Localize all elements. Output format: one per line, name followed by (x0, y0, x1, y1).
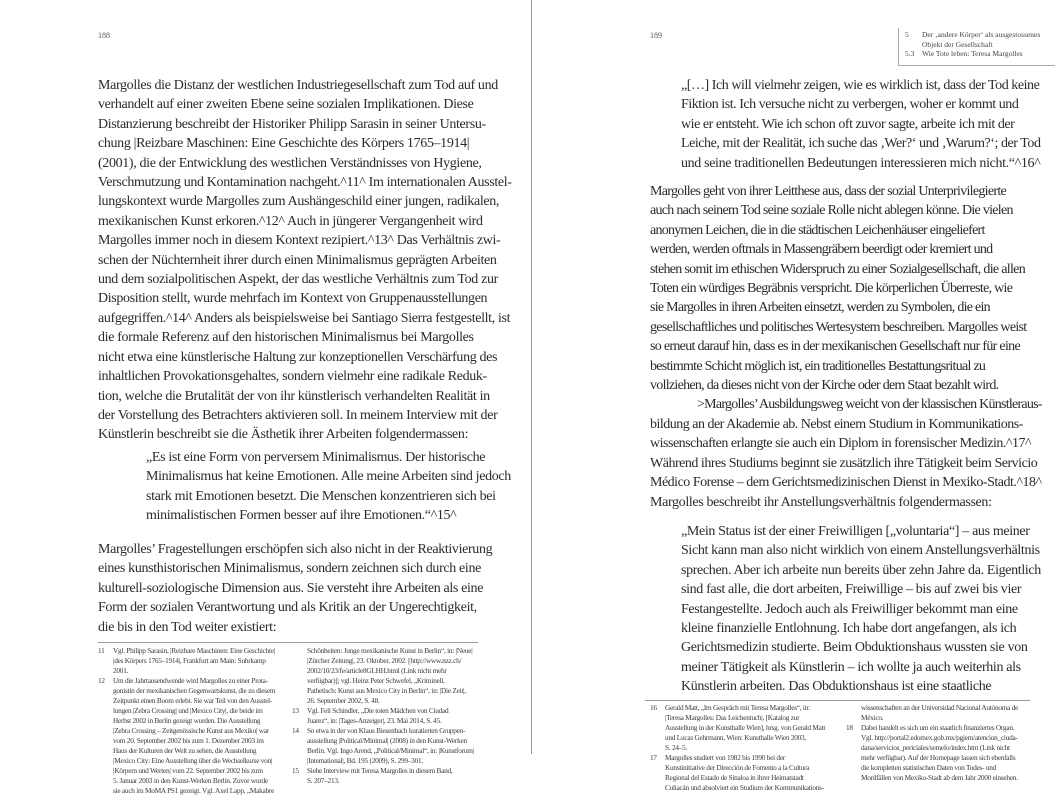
text-line: Mordfällen von Mexiko-Stadt ab dem Jahr 2000 einsehen. (861, 773, 1018, 782)
block-quote-left (146, 448, 511, 526)
footnote-text (307, 726, 492, 766)
footnote (650, 703, 840, 753)
running-head (898, 28, 1055, 66)
text-line: mehr verfügbar). Auf der Homepage lassen sich ebenfalls (861, 753, 1016, 762)
footnote-text (307, 766, 492, 786)
text-line: Médico Forense – dem Gerichtsmedizinischen Dienst in Mexiko-Stadt.^18^ (650, 475, 1042, 491)
text-line: |des Körpers 1765–1914|, Frankfurt am Main: Suhrkamp (113, 656, 266, 665)
footnote-text (665, 753, 840, 793)
text-line: Um die Jahrtausendwende wird Margolles zu einer Prota- (113, 676, 268, 685)
text-line: Festangestellte. Jedoch auch als Freiwilliger bekommt man eine (681, 601, 1018, 617)
text-line: Vgl. Feli Schindler, „Die toten Mädchen von Ciudad (307, 706, 449, 715)
text-line: der Vorstellung des Betrachters aktivieren soll. In meinem Interview mit der (98, 407, 498, 423)
text-line: Schönheiten: Junge mexikanische Kunst in Berlin“, in: |Neue| (307, 646, 473, 655)
text-line: Regional del Estado de Sinaloa in ihrer Heimatstadt (665, 773, 804, 782)
text-line: Toten ein würdiges Begräbnis verspricht. Die körperlichen Überreste, wie (650, 281, 1013, 297)
text-line: stehen somit im ethischen Widerspruch zu einer Sozialgesellschaft, die allen (650, 261, 1026, 277)
page-number-right: 189 (650, 31, 662, 40)
footnote (292, 766, 492, 786)
text-line: tion, welche die Brutalität der von ihr künstlerisch verhandelten Realität in (98, 388, 490, 404)
text-line: anonymen Leichen, die in die städtischen Leichenhäuser eingeliefert (650, 222, 985, 238)
text-line: Juarez“, in: |Tages-Anzeiger|, 23. Mai 2014, S. 45. (307, 716, 442, 725)
text-line: sprechen. Aber ich arbeite nun bereits über zehn Jahre da. Eigentlich (681, 562, 1041, 578)
text-line: S. 24–5. (665, 743, 688, 752)
text-line: México. (861, 713, 884, 722)
text-line: wissenschaften an der Universidad Nacional Autónoma de (861, 703, 1019, 712)
section-number: 5.3 (905, 49, 915, 58)
chapter-title: Der ‚andere Körper‘ als ausgestossenes (922, 30, 1041, 39)
text-line: minimalistischen Formen besser auf ihre Emotionen.“^15^ (146, 508, 457, 524)
footnote-number: 12 (98, 676, 105, 685)
footnote (846, 723, 1051, 783)
section-title: Wie Tote leben: Teresa Margolles (922, 49, 1023, 58)
page-number-left: 188 (98, 31, 110, 40)
text-line: auch nach seinem Tod seine soziale Rolle nicht ablegen könne. Die vielen (650, 203, 1013, 219)
footnote-number: 13 (292, 706, 299, 715)
text-line: Zeitpunkt einen Boom erlebt. Sie war Teil von den Ausstel- (113, 696, 273, 705)
text-line: gonistin der mexikanischen Gegenwartskunst, die zu diesem (113, 686, 276, 695)
body-text-right (650, 182, 1042, 512)
text-line: |International|, Bd. 195 (2009), S. 299–301. (307, 756, 423, 765)
text-line: Verschmutzung und Kontamination nachgeht.^11^ Im internationalen Ausstel- (98, 175, 512, 191)
footnote-number: 17 (650, 753, 657, 762)
footnote (650, 753, 840, 793)
text-line: |Zebra Crossing – Zeitgenössische Kunst aus Mexiko| war (113, 726, 269, 735)
text-line: schen der Nüchternheit ihrer durch einen Minimalismus geprägten Arbeiten (98, 252, 497, 268)
text-line: Margolles studiert von 1982 bis 1990 bei der (665, 753, 785, 762)
text-line: (2001), die der Entwicklung des westlichen Verständnisses von Hygiene, (98, 155, 482, 171)
footnote-number: 11 (98, 646, 105, 655)
footnotes-right-col1 (650, 703, 840, 793)
text-line: 2002/10/23/fe/article8GLHH.html (Link nicht mehr (307, 666, 447, 675)
footnote (98, 646, 286, 676)
text-line: die bis in den Tod weiter existiert: (98, 619, 277, 635)
footnote-text (861, 723, 1051, 783)
footnotes-left-col1 (98, 646, 286, 796)
text-line: lungen |Zebra Crossing| und |Mexico City|, die beide im (113, 706, 263, 715)
text-line: „[…] Ich will vielmehr zeigen, wie es wirklich ist, dass der Tod keine (681, 78, 1040, 93)
running-head-row (905, 49, 1055, 59)
text-line: Herbst 2002 in Berlin gezeigt wurden. Die Ausstellung (113, 716, 261, 725)
block-quote-right-1 (681, 76, 1041, 173)
text-line: vollziehen, da dieses nicht von der Kirche oder dem Staat bezahlt wird. (650, 378, 999, 394)
text-line: wie er entsteht. Wie ich schon oft zuvor sagte, arbeite ich mit der (681, 116, 1015, 132)
block-quote-right-2 (681, 522, 1041, 697)
text-line: 26. September 2002, S. 48. (307, 696, 380, 705)
footnotes-right-col2 (846, 703, 1051, 783)
text-line: „Mein Status ist der einer Freiwilligen [„voluntaria“] – aus meiner (681, 524, 1030, 539)
text-line: aufgegriffen.^14^ Anders als beispielsweise bei Santiago Sierra festgestellt, ist (98, 310, 511, 326)
chapter-number-blank (905, 40, 922, 50)
text-line: eines kunsthistorischen Minimalismus, sondern zeichnen sich durch eine (98, 561, 481, 577)
text-line: Minimalismus hat keine Emotionen. Alle meine Arbeiten sind jedoch (146, 469, 511, 485)
text-line: chung |Reizbare Maschinen: Eine Geschichte des Körpers 1765–1914| (98, 136, 470, 152)
text-line: sind fast alle, die dort arbeiten, Freiwillige – bis auf zwei bis vier (681, 582, 1022, 598)
footnote-number: 16 (650, 703, 657, 712)
text-line: |Mexico City: Eine Ausstellung über die Wechselkurse von| (113, 756, 273, 765)
text-line: sie auch im MoMA PS1 gezeigt. Vgl. Axel Lapp, „Makabre (113, 786, 275, 795)
footnote (98, 676, 286, 796)
footnote (292, 726, 492, 766)
text-line: bildung an der Akademie ab. Nebst einem Studium in Kommunikations- (650, 416, 1023, 432)
text-line: 2001. (113, 666, 129, 675)
footnote-rule-right (645, 700, 1030, 701)
text-line: Fiktion ist. Ich versuche nicht zu verbergen, woher er kommt und (681, 97, 1019, 113)
body-text-left-continued (98, 540, 492, 637)
footnote-number (846, 703, 861, 723)
text-line: inhaltlichen Provokationsgehaltes, sondern vielmehr eine radikale Reduk- (98, 369, 487, 385)
text-line: Margolles’ Fragestellungen erschöpfen sich also nicht in der Reaktivierung (98, 542, 493, 557)
text-line: Ausstellung in der Kunsthalle Wien], hrsg. von Gerald Matt (665, 723, 826, 732)
text-line: Margolles geht von ihrer Leitthese aus, dass der sozial Unterprivilegierte (650, 184, 1007, 199)
footnote-number: 18 (846, 723, 853, 732)
text-line: „Es ist eine Form von perversem Minimalismus. Der historische (146, 450, 486, 465)
text-line: Künstlerin arbeiten. Das Obduktionshaus ist eine staatliche (681, 679, 992, 695)
text-line: Gerichtsmedizin studierte. Beim Obduktionshaus wussten sie von (681, 640, 1028, 656)
text-line: Leiche, mit der Realität, ich suche das ‚Wer?‘ und ‚Warum?‘; der Tod (681, 136, 1041, 152)
text-line: verfügbar)]; vgl. Heinz Peter Schwefel, „Kriminell, (307, 676, 445, 685)
text-line: Distanzierung beschreibt der Historiker Philipp Sarasin in seiner Untersu- (98, 116, 486, 132)
text-line: S. 207–213. (307, 776, 340, 785)
text-line: 5. Januar 2003 in den Kunst-Werken Berlin. Zuvor wurde (113, 776, 268, 785)
footnote (292, 646, 492, 706)
text-line: Haus der Kulturen der Welt zu sehen, die Ausstellung (113, 746, 257, 755)
running-head-row (905, 30, 1055, 40)
text-line: Gerald Matt, „Im Gespräch mit Teresa Margolles“, in: (665, 703, 810, 712)
footnote-rule-left (98, 642, 478, 643)
text-line: verhandelt auf einer zweiten Ebene seine sozialen Implikationen. Diese (98, 97, 474, 113)
text-line: So etwa in der von Klaus Biesenbach kuratierten Gruppen- (307, 726, 466, 735)
text-line: Während ihres Studiums beginnt sie zusätzlich ihre Tätigkeit beim Servicio (650, 455, 1038, 471)
text-line: |Teresa Margolles: Das Leichentuch|, [Katalog zur (665, 713, 800, 722)
text-line: Disposition stellt, wurde mehrfach im Kontext von Gruppenausstellungen (98, 291, 488, 307)
chapter-number: 5 (905, 30, 909, 39)
text-line: Margolles die Distanz der westlichen Industriegesellschaft zum Tod auf und (98, 78, 498, 93)
text-line: Kunstinitiative der Dirección de Fomento a la Cultura (665, 763, 810, 772)
text-line: werden, werden oftmals in Massengräbern beerdigt oder kremiert und (650, 242, 993, 258)
body-text-left (98, 76, 512, 445)
footnote-text (307, 706, 492, 726)
text-line: Berlin. Vgl. Ingo Arend, „Political/Minimal“, in: |Kunstforum| (307, 746, 474, 755)
text-line: vom 20. September 2002 bis zum 1. Dezember 2003 im (113, 736, 264, 745)
text-line: Dabei handelt es sich um ein staatlich finanziertes Organ. (861, 723, 1015, 732)
text-line: Form der sozialen Verantwortung und als Kritik an der Ungerechtigkeit, (98, 600, 477, 616)
text-line: >Margolles’ Ausbildungsweg weicht von der klassischen Künstleraus- (697, 397, 1042, 413)
text-line: und seine traditionellen Bedeutungen interessieren mich nicht.“^16^ (681, 155, 1041, 171)
text-line: kulturell-soziologische Dimension aus. Sie versteht ihre Arbeiten als eine (98, 580, 484, 596)
text-line: Vgl. Philipp Sarasin, |Reizbare Maschinen: Eine Geschichte| (113, 646, 276, 655)
chapter-title-cont: Objekt der Gesellschaft (922, 39, 993, 49)
text-line: so erneut darauf hin, dass es in der mexikanischen Gesellschaft nur für eine (650, 339, 1020, 355)
text-line: und dem sozialpolitischen Aspekt, der das westliche Verhältnis zum Tod zur (98, 272, 498, 288)
text-line: meiner Tätigkeit als Künstlerin – ich wollte ja auch weiterhin als (681, 659, 1021, 675)
text-line: stark mit Emotionen besetzt. Die Menschen konzentrieren sich bei (146, 488, 496, 504)
text-line: Künstlerin beschreibt sie die Ästhetik ihrer Arbeiten folgendermassen: (98, 427, 469, 443)
footnotes-left-col2 (292, 646, 492, 786)
footnote-number: 15 (292, 766, 299, 775)
footnote-number: 14 (292, 726, 299, 735)
footnote (846, 703, 1051, 723)
text-line: wissenschaften erlangte sie auch ein Diplom in forensischer Medizin.^17^ (650, 436, 1032, 452)
text-line: die kompletten statistischen Daten von Todes- und (861, 763, 997, 772)
footnote-text (113, 646, 286, 676)
footnote-text (861, 703, 1051, 723)
text-line: |Körpern und Werten| vom 22. September 2002 bis zum (113, 766, 263, 775)
footnote-text (307, 646, 492, 706)
text-line: Margolles immer noch in diesem Kontext rezipiert.^13^ Das Verhältnis zwi- (98, 233, 501, 249)
footnote-text (113, 676, 286, 796)
text-line: Vgl. http://portal2.edomex.gob.mx/pgjem/atencion_ciuda- (861, 733, 1018, 742)
footnote-text (665, 703, 840, 753)
text-line: lungskontext wurde Margolles zum Aushängeschild einer jungen, radikalen, (98, 194, 500, 210)
text-line: sie Margolles in ihren Arbeiten einsetzt, werden zu Symbolen, die ein (650, 300, 990, 316)
text-line: kleine finanzielle Entlohnung. Ich habe dort angefangen, als ich (681, 621, 1017, 637)
text-line: Siehe Interview mit Teresa Margolles in diesem Band, (307, 766, 453, 775)
text-line: Pathetisch: Kunst aus Mexico City in Berlin“, in: |Die Zeit|, (307, 686, 466, 695)
text-line: |Zürcher Zeitung|, 23. Oktober, 2002. [http://www.nzz.ch/ (307, 656, 462, 665)
text-line: dana/servicios_periciales/semefo/index.htm (Link nicht (861, 743, 1010, 752)
running-head-row (905, 40, 1055, 50)
text-line: Sicht kann man also nicht wirklich von einem Anstellungsverhältnis (681, 543, 1040, 559)
footnote (292, 706, 492, 726)
text-line: bestimmte Schicht möglich ist, ein traditionelles Bestattungsritual zu (650, 358, 986, 374)
page-gutter-divider (531, 0, 532, 754)
text-line: ausstellung |Political/Minimal| (2008) in den Kunst-Werken (307, 736, 467, 745)
text-line: Culiacán und absolviert ein Studium der Kommunikations- (665, 783, 824, 792)
text-line: gesellschaftliches und politisches Wertesystem beschreiben. Margolles weist (650, 319, 1027, 335)
text-line: mexikanischen Kunst erkoren.^12^ Auch in jüngerer Vergangenheit wird (98, 213, 483, 229)
text-line: nicht etwa eine künstlerische Haltung zur konzeptionellen Verschärfung des (98, 349, 498, 365)
footnote-number (292, 646, 307, 706)
text-line: und Lucas Gehrmann, Wien: Kunsthalle Wien 2003, (665, 733, 806, 742)
text-line: Margolles beschreibt ihr Anstellungsverhältnis folgendermassen: (650, 494, 992, 510)
text-line: die formale Referenz auf den historischen Minimalismus bei Margolles (98, 330, 474, 346)
